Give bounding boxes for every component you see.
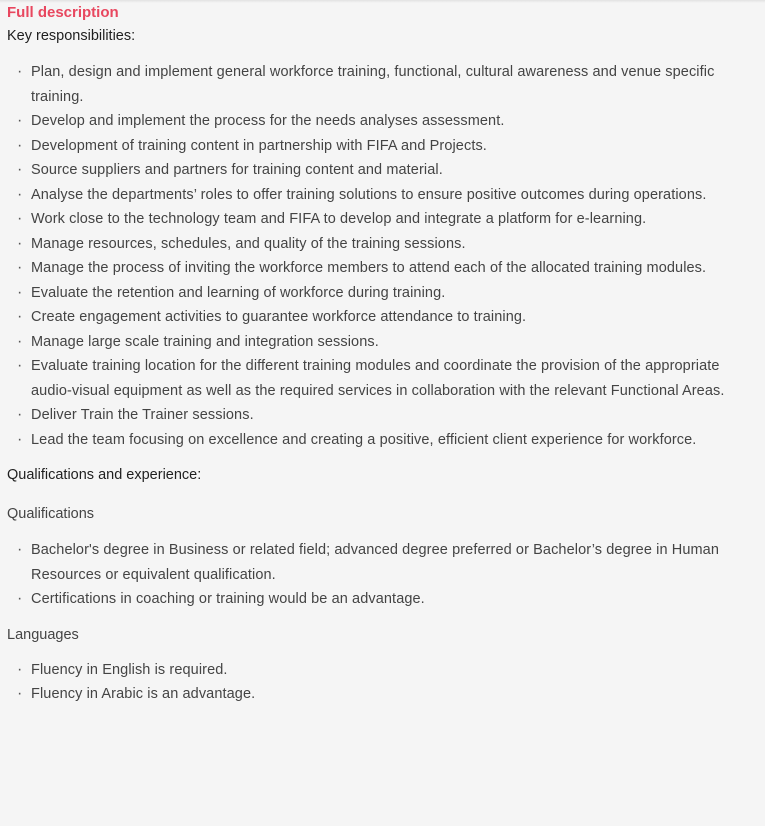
list-item: · Analyse the departments’ roles to offer training solutions to ensure positive outcomes during operations. [7,183,757,208]
languages-subheading: Languages [7,626,79,643]
list-item: · Development of training content in partnership with FIFA and Projects. [7,134,757,159]
list-item: · Manage the process of inviting the workforce members to attend each of the allocated training modules. [7,256,757,281]
list-item: · Fluency in Arabic is an advantage. [7,682,757,707]
list-item: · Evaluate the retention and learning of workforce during training. [7,281,757,306]
list-item: · Create engagement activities to guarantee workforce attendance to training. [7,305,757,330]
languages-list [7,658,757,707]
list-item: · Bachelor's degree in Business or related field; advanced degree preferred or Bachelor’s degree in Human Resources or equivalent qualification. [7,538,757,587]
list-item: · Certifications in coaching or training would be an advantage. [7,587,757,612]
list-item: · Fluency in English is required. [7,658,757,683]
job-description [7,3,757,707]
list-item: · Manage resources, schedules, and quality of the training sessions. [7,232,757,257]
key-responsibilities-label: Key responsibilities: [7,28,136,44]
list-item: · Plan, design and implement general workforce training, functional, cultural awareness and venue specific training. [7,60,757,109]
qualifications-list [7,538,757,612]
list-item: · Develop and implement the process for the needs analyses assessment. [7,109,757,134]
full-description-title: Full description [7,4,119,21]
responsibilities-list [7,60,757,452]
qualifications-experience-label: Qualifications and experience: [7,467,202,483]
qualifications-subheading: Qualifications [7,506,95,522]
list-item: · Lead the team focusing on excellence and creating a positive, efficient client experience for workforce. [7,428,757,453]
list-item: · Evaluate training location for the different training modules and coordinate the provision of the appropriate audio-visual equipment as well as the required services in collaboration with the relevant Functional Areas. [7,354,757,403]
list-item: · Deliver Train the Trainer sessions. [7,403,757,428]
list-item: · Manage large scale training and integration sessions. [7,330,757,355]
list-item: · Source suppliers and partners for training content and material. [7,158,757,183]
list-item: · Work close to the technology team and FIFA to develop and integrate a platform for e-learning. [7,207,757,232]
